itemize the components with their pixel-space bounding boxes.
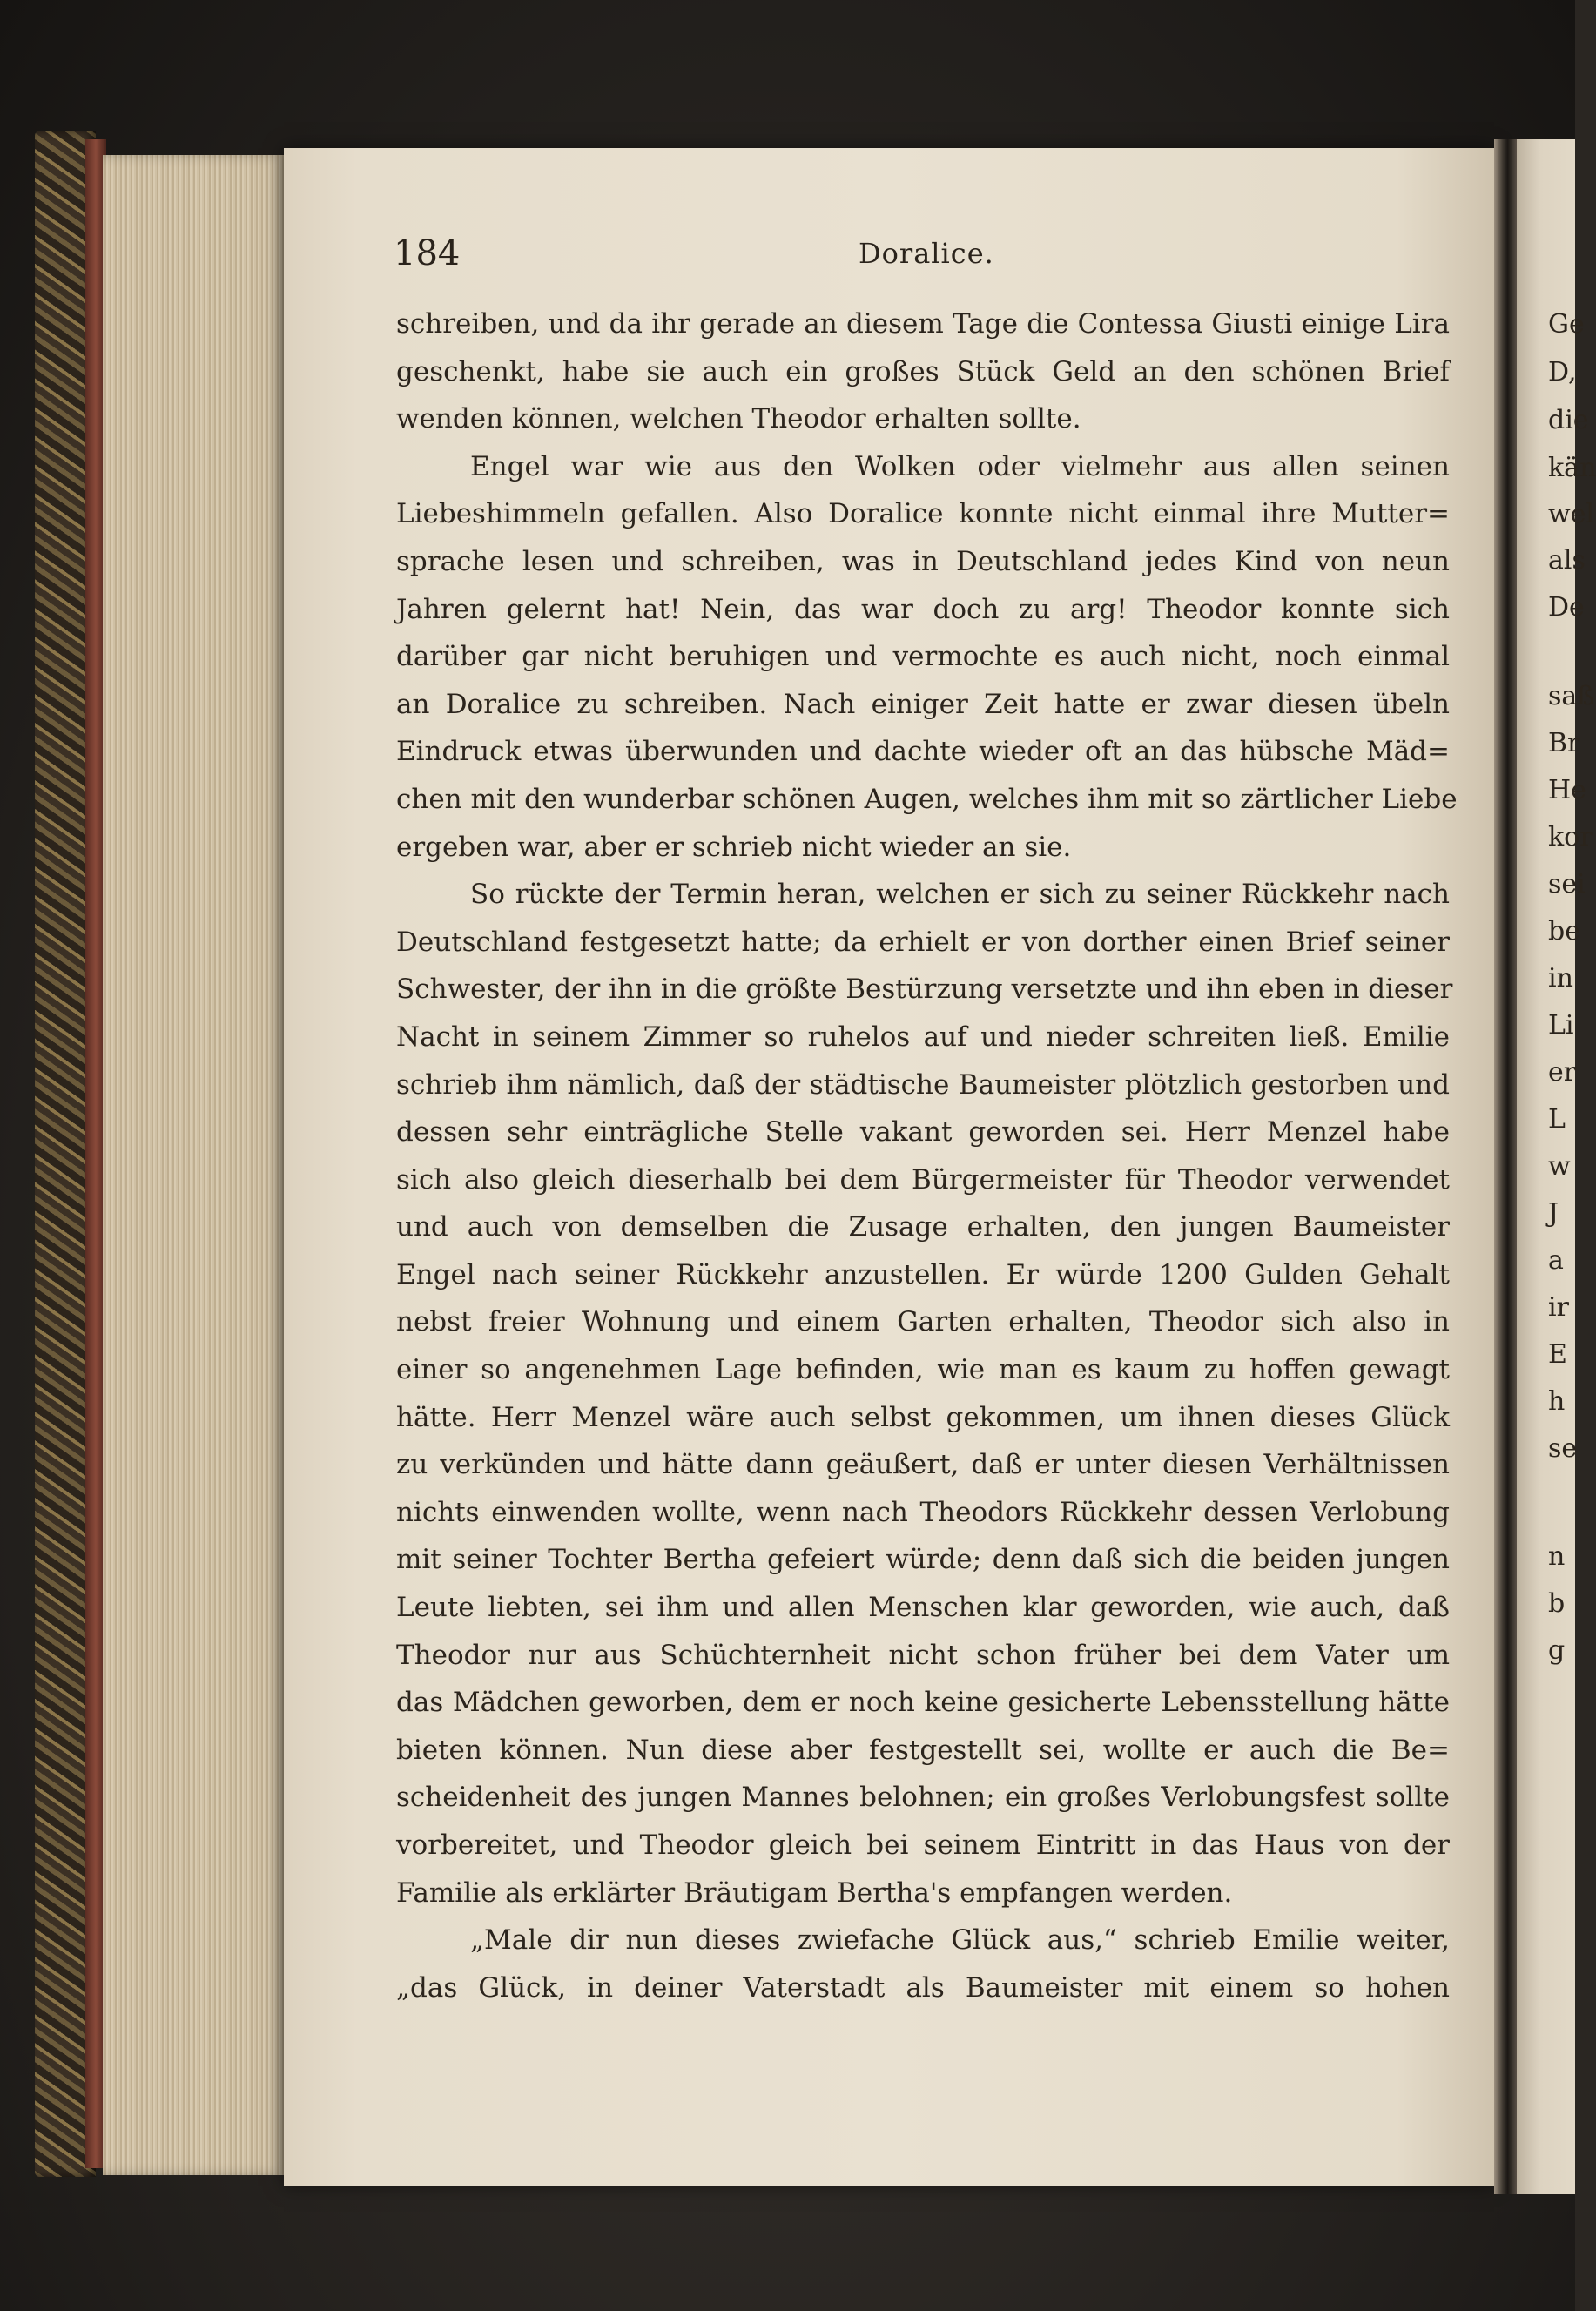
book-gutter [1494,139,1517,2194]
facing-page-text: g [1548,1635,1566,1666]
text-line: Leute liebten, sei ihm und allen Menschen klar geworden, wie auch, daß [396,1592,1450,1624]
facing-page-text: Li [1548,1010,1574,1041]
page-number: 184 [394,233,461,273]
text-line: zu verkünden und hätte dann geäußert, daß er unter diesen Verhältnissen [396,1449,1450,1481]
text-line: und auch von demselben die Zusage erhalten, den jungen Baumeister [396,1211,1450,1243]
text-line: Nacht in seinem Zimmer so ruhelos auf und nieder schreiten ließ. Emilie [396,1021,1450,1053]
page-edges [103,155,286,2175]
facing-page-text: De [1548,592,1585,623]
text-line: bieten können. Nun diese aber festgestellt sei, wollte er auch die Be= [396,1734,1450,1766]
text-line: einer so angenehmen Lage befinden, wie man es kaum zu hoffen gewagt [396,1354,1450,1386]
text-line: nebst freier Wohnung und einem Garten erhalten, Theodor sich also in [396,1306,1450,1338]
facing-page-text: J [1548,1198,1559,1229]
text-line: Schwester, der ihn in die größte Bestürzung versetzte und ihn eben in dieser [396,974,1453,1006]
facing-page-text: a [1548,1245,1564,1276]
text-line: „Male dir nun dieses zwiefache Glück aus,“ schrieb Emilie weiter, [470,1924,1450,1957]
text-line: Theodor nur aus Schüchternheit nicht schon früher bei dem Vater um [396,1639,1450,1671]
text-line: Engel war wie aus den Wolken oder vielmehr aus allen seinen [470,450,1450,482]
facing-page-text: ir [1548,1292,1569,1323]
facing-page-text: sei [1548,869,1586,899]
facing-page-text: er [1548,1057,1577,1088]
text-line: mit seiner Tochter Bertha gefeiert würde; denn daß sich die beiden jungen [396,1544,1450,1576]
facing-page-text: n [1548,1541,1566,1572]
text-line: nichts einwenden wollte, wenn nach Theodors Rückkehr dessen Verlobung [396,1496,1450,1528]
text-line: das Mädchen geworben, dem er noch keine gesicherte Lebensstellung hätte [396,1687,1450,1719]
facing-page-text: h [1548,1386,1566,1417]
facing-page-text: b [1548,1588,1566,1619]
text-line: hätte. Herr Menzel wäre auch selbst gekommen, um ihnen dieses Glück [396,1401,1450,1433]
text-line: sich also gleich dieserhalb bei dem Bürgermeister für Theodor verwendet [396,1163,1450,1196]
facing-page-text: die [1548,405,1589,435]
text-line: schrieb ihm nämlich, daß der städtische Baumeister plötzlich gestorben und [396,1068,1450,1101]
text-line: sprache lesen und schreiben, was in Deutschland jedes Kind von neun [396,545,1450,577]
facing-page-text: in [1548,963,1573,994]
facing-page-text: w [1548,1151,1571,1182]
facing-page-text: E [1548,1339,1567,1370]
facing-page-text: He [1548,775,1586,805]
facing-page-text: wel [1548,499,1595,529]
text-line: an Doralice zu schreiben. Nach einiger Zeit hatte er zwar diesen übeln [396,688,1450,720]
text-line: Familie als erklärter Bräutigam Bertha's empfangen werden. [396,1876,1233,1909]
text-line: chen mit den wunderbar schönen Augen, welches ihm mit so zärtlicher Liebe [396,783,1458,815]
text-line: ergeben war, aber er schrieb nicht wieder an sie. [396,831,1072,863]
facing-page-text: als [1548,545,1586,576]
text-line: Deutschland festgesetzt hatte; da erhielt er von dorther einen Brief seiner [396,926,1450,958]
text-line: darüber gar nicht beruhigen und vermochte es auch nicht, noch einmal [396,641,1450,673]
text-line: Liebeshimmeln gefallen. Also Doralice konnte nicht einmal ihre Mutter= [396,498,1450,530]
text-line: wenden können, welchen Theodor erhalten sollte. [396,403,1081,435]
facing-page-fragment [1517,139,1596,2194]
text-line: So rückte der Termin heran, welchen er sich zu seiner Rückkehr nach [470,879,1450,911]
text-line: geschenkt, habe sie auch ein großes Stück Geld an den schönen Brief [396,355,1450,387]
text-line: Eindruck etwas überwunden und dachte wieder oft an das hübsche Mäd= [396,736,1450,768]
facing-page-text: saß [1548,681,1595,711]
facing-page-text: kor [1548,822,1593,852]
facing-page-text: Br [1548,728,1580,758]
text-line: schreiben, und da ihr gerade an diesem Tage die Contessa Giusti einige Lira [396,308,1450,340]
facing-page-text: kän [1548,453,1596,483]
body-text [396,300,1458,2011]
facing-page-text: se [1548,1433,1578,1464]
text-line: Jahren gelernt hat! Nein, das war doch zu arg! Theodor konnte sich [396,593,1450,625]
text-line: scheidenheit des jungen Mannes belohnen; ein großes Verlobungsfest sollte [396,1782,1450,1814]
facing-page-text: L [1548,1104,1566,1135]
facing-page-text: D, [1548,357,1577,387]
text-line: vorbereitet, und Theodor gleich bei seinem Eintritt in das Haus von der [396,1829,1450,1861]
facing-page-text: Ge [1548,309,1585,340]
text-line: Engel nach seiner Rückkehr anzustellen. Er würde 1200 Gulden Gehalt [396,1258,1450,1290]
text-line: „das Glück, in deiner Vaterstadt als Baumeister mit einem so hohen [396,1971,1450,2004]
facing-page-text: be [1548,916,1580,947]
running-head: Doralice. [859,237,994,270]
text-line: dessen sehr einträgliche Stelle vakant geworden sei. Herr Menzel habe [396,1116,1450,1149]
